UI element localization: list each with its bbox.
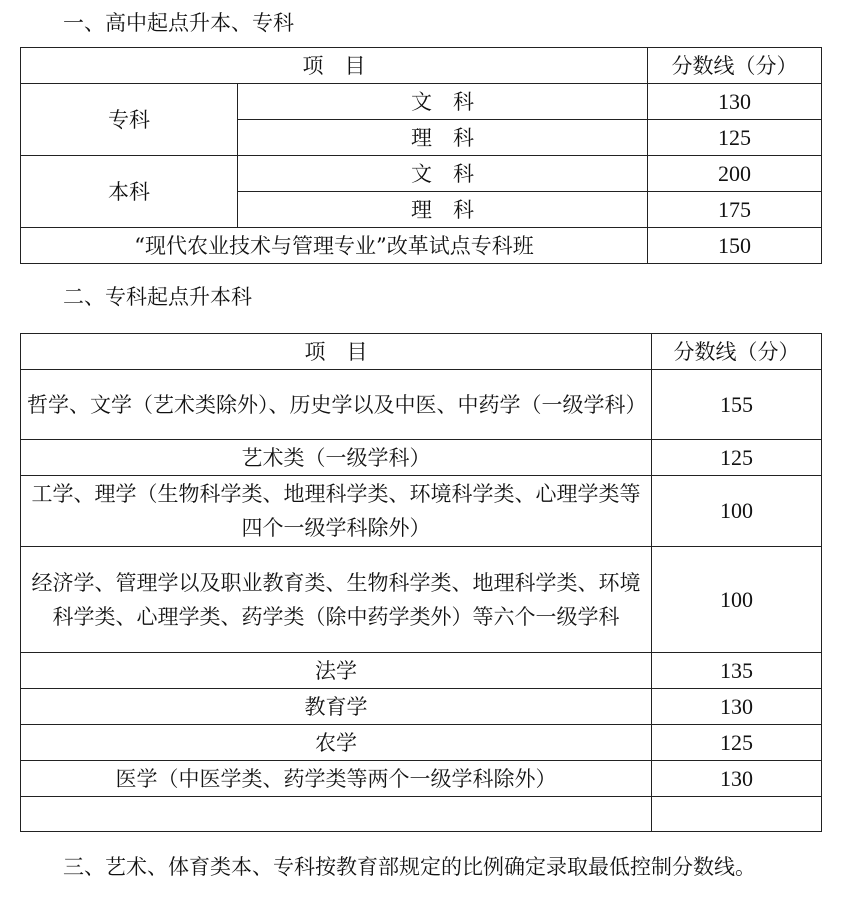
header-score: 分数线（分） bbox=[652, 334, 822, 370]
table-row bbox=[21, 689, 822, 725]
table-row-empty bbox=[21, 797, 822, 832]
score-cell: 130 bbox=[652, 761, 822, 797]
table-row bbox=[21, 440, 822, 476]
subject-cell: 文 科 bbox=[238, 84, 648, 120]
table-row bbox=[21, 156, 822, 192]
table-row bbox=[21, 476, 822, 547]
score-cell: 155 bbox=[652, 370, 822, 440]
score-cell: 175 bbox=[648, 192, 822, 228]
special-item: “现代农业技术与管理专业”改革试点专科班 bbox=[21, 228, 648, 264]
item-cell: 法学 bbox=[21, 653, 652, 689]
item-cell: 经济学、管理学以及职业教育类、生物科学类、地理科学类、环境科学类、心理学类、药学类（除中药学类外）等六个一级学科 bbox=[21, 547, 652, 653]
subject-cell: 理 科 bbox=[238, 192, 648, 228]
score-cell: 200 bbox=[648, 156, 822, 192]
subject-cell: 理 科 bbox=[238, 120, 648, 156]
score-cell bbox=[652, 797, 822, 832]
item-cell: 医学（中医学类、药学类等两个一级学科除外） bbox=[21, 761, 652, 797]
score-cell: 150 bbox=[648, 228, 822, 264]
table-header-row bbox=[21, 48, 822, 84]
header-item: 项 目 bbox=[21, 334, 652, 370]
score-cell: 130 bbox=[648, 84, 822, 120]
score-cell: 100 bbox=[652, 476, 822, 547]
subject-cell: 文 科 bbox=[238, 156, 648, 192]
table-row bbox=[21, 228, 822, 264]
group-label: 专科 bbox=[21, 84, 238, 156]
score-cell: 100 bbox=[652, 547, 822, 653]
header-score: 分数线（分） bbox=[648, 48, 822, 84]
score-cell: 125 bbox=[648, 120, 822, 156]
table-section2 bbox=[20, 333, 822, 832]
table-row bbox=[21, 653, 822, 689]
section2-heading: 二、专科起点升本科 bbox=[63, 285, 252, 309]
table-row bbox=[21, 370, 822, 440]
header-item: 项 目 bbox=[21, 48, 648, 84]
score-cell: 125 bbox=[652, 725, 822, 761]
table-row bbox=[21, 761, 822, 797]
score-cell: 135 bbox=[652, 653, 822, 689]
item-cell: 教育学 bbox=[21, 689, 652, 725]
section1-heading: 一、高中起点升本、专科 bbox=[63, 11, 294, 35]
item-cell: 艺术类（一级学科） bbox=[21, 440, 652, 476]
table-header-row bbox=[21, 334, 822, 370]
section3-text: 三、艺术、体育类本、专科按教育部规定的比例确定录取最低控制分数线。 bbox=[63, 855, 756, 879]
item-cell bbox=[21, 797, 652, 832]
table-row bbox=[21, 84, 822, 120]
table-row bbox=[21, 547, 822, 653]
score-cell: 125 bbox=[652, 440, 822, 476]
item-cell: 农学 bbox=[21, 725, 652, 761]
table-section1 bbox=[20, 47, 822, 264]
table-row bbox=[21, 725, 822, 761]
item-cell: 工学、理学（生物科学类、地理科学类、环境科学类、心理学类等四个一级学科除外） bbox=[21, 476, 652, 547]
group-label: 本科 bbox=[21, 156, 238, 228]
item-cell: 哲学、文学（艺术类除外）、历史学以及中医、中药学（一级学科） bbox=[21, 370, 652, 440]
score-cell: 130 bbox=[652, 689, 822, 725]
